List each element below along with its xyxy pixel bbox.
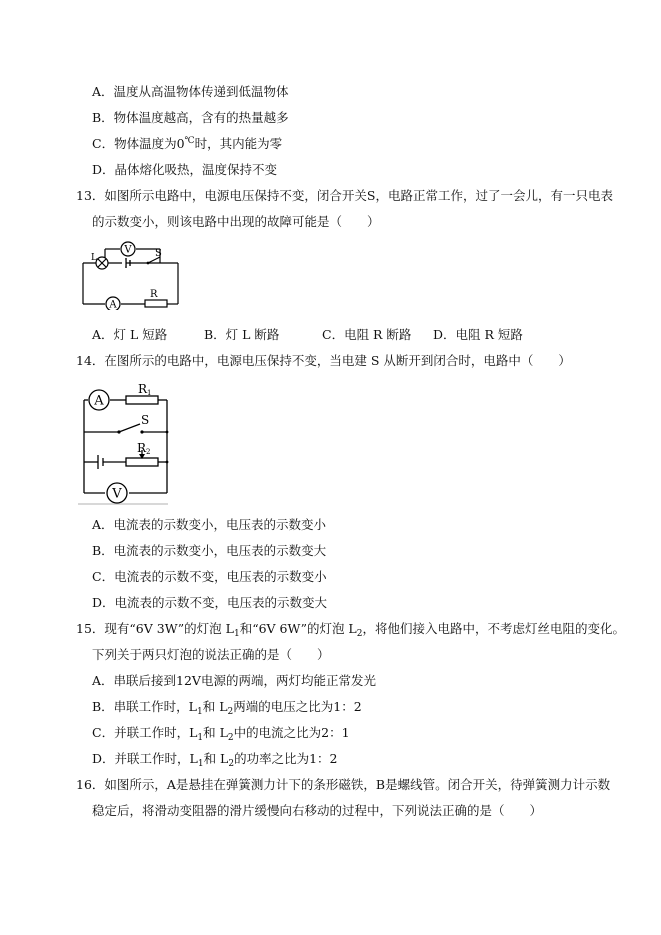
q15-stem-line2: 下列关于两只灯泡的说法正确的是（ ） <box>92 647 330 662</box>
q12-option-c-degree: ℃ <box>184 136 195 146</box>
q15-option-b-mid: 和 L <box>202 699 228 714</box>
q14-resistor2-label: R2 <box>137 441 151 456</box>
q12-option-c <box>92 136 282 152</box>
q15-option-d-post: 的功率之比为1：2 <box>234 751 338 766</box>
q15-option-d-sub1: 1 <box>197 759 204 769</box>
q14-option-d: D．电流表的示数不变，电压表的示数变大 <box>92 595 328 610</box>
q14-option-c: C．电流表的示数不变，电压表的示数变小 <box>92 569 327 584</box>
q14-option-a: A．电流表的示数变小，电压表的示数变小 <box>92 517 327 532</box>
q13-option-a: A．灯 L 短路 <box>92 327 168 342</box>
q14-stem-line1: 14．在图所示的电路中，电源电压保持不变，当电建 S 从断开到闭合时，电路中（ ） <box>76 353 571 368</box>
q13-switch-label: S <box>155 248 162 259</box>
q15-option-d-pre: D．并联工作时，L <box>92 751 198 766</box>
q13-lamp-label: L <box>91 253 97 263</box>
q15-option-a: A．串联后接到12V电源的两端，两灯均能正常发光 <box>92 673 376 688</box>
q13-ammeter-label: A <box>109 299 117 310</box>
q14-ammeter-label: A <box>94 393 104 409</box>
q12-option-b: B．物体温度越高，含有的热量越多 <box>92 110 289 125</box>
q14-switch-label: S <box>141 413 150 427</box>
q15-stem-part-c: ，将他们接入电路中，不考虑灯丝电阻的变化。 <box>362 621 625 636</box>
q15-option-b <box>92 699 362 715</box>
q14-resistor1-label: R1 <box>138 382 152 397</box>
q13-circuit-diagram <box>80 240 182 310</box>
q15-option-b-pre: B．串联工作时，L <box>92 699 197 714</box>
q15-option-d-sub2: 2 <box>228 759 235 769</box>
q15-option-c-sub2: 2 <box>227 733 234 743</box>
q13-stem-line2: 的示数变小，则该电路中出现的故障可能是（ ） <box>92 214 380 229</box>
q15-stem-part-b: 和“6V 6W”的灯泡 L <box>239 621 357 636</box>
q15-option-d <box>92 751 337 767</box>
q16-stem-line2: 稳定后，将滑动变阻器的滑片缓慢向右移动的过程中，下列说法正确的是（ ） <box>92 803 543 818</box>
q14-voltmeter-label: V <box>112 486 122 502</box>
q16-stem-line1: 16．如图所示，A是悬挂在弹簧测力计下的条形磁铁，B是螺线管。闭合开关，待弹簧测力计示数 <box>76 777 611 792</box>
q12-option-c-post: 时，其内能为零 <box>194 136 283 151</box>
q13-voltmeter-label: V <box>124 244 132 256</box>
q15-option-c-post: 中的电流之比为2：1 <box>233 725 350 740</box>
q12-option-a: A．温度从高温物体传递到低温物体 <box>92 84 289 99</box>
q15-option-b-sub1: 1 <box>197 707 203 717</box>
q15-option-c-mid: 和 L <box>203 725 228 740</box>
q12-option-c-pre: C．物体温度为 <box>92 136 177 151</box>
q15-option-d-mid: 和 L <box>203 751 229 766</box>
q15-option-b-sub2: 2 <box>227 707 234 717</box>
q13-option-b: B．灯 L 断路 <box>204 327 280 342</box>
q13-resistor-label: R <box>150 289 158 300</box>
q15-stem-sub2: 2 <box>356 629 363 639</box>
q14-option-b: B．电流表的示数变小，电压表的示数变大 <box>92 543 327 558</box>
q13-option-d: D．电阻 R 短路 <box>433 327 523 342</box>
q13-stem-line1: 13．如图所示电路中，电源电压保持不变，闭合开关S，电路正常工作，过了一会儿，有一只电表 <box>76 188 613 203</box>
q15-stem-part-a: 15．现有“6V 3W”的灯泡 L <box>76 621 234 636</box>
q12-option-c-zero: 0 <box>176 136 185 151</box>
q13-option-c: C．电阻 R 断路 <box>322 327 412 342</box>
q12-option-d: D．晶体熔化吸热，温度保持不变 <box>92 162 278 177</box>
q15-option-c <box>92 725 350 741</box>
q15-option-c-sub1: 1 <box>197 733 204 743</box>
q14-circuit-diagram <box>78 382 174 508</box>
q15-stem-sub1: 1 <box>233 629 240 639</box>
q15-option-b-post: 两端的电压之比为1：2 <box>233 699 362 714</box>
q15-stem-line1 <box>76 621 625 637</box>
q15-option-c-pre: C．并联工作时，L <box>92 725 198 740</box>
